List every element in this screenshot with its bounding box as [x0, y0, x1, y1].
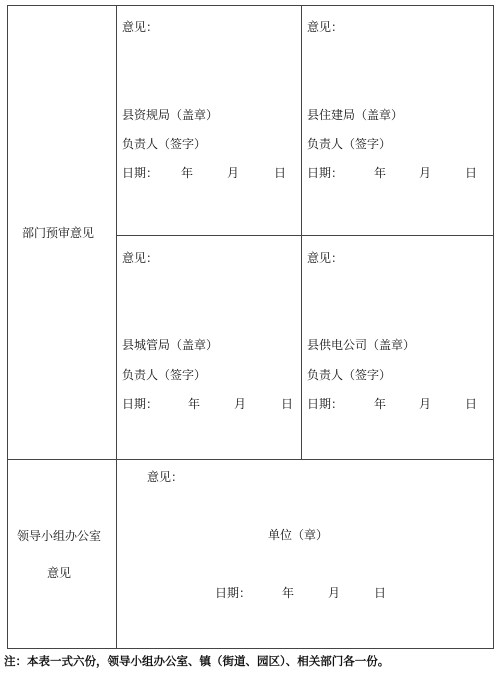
signature-label: 负责人（签字）	[122, 368, 207, 382]
footnote: 注：本表一式六份，领导小组办公室、镇（街道、园区）、相关部门各一份。	[4, 654, 390, 668]
table-label-divider	[116, 5, 117, 649]
opinion-label: 意见：	[307, 251, 344, 265]
table-left-border	[7, 5, 8, 649]
leader-office-label-opinion: 意见	[47, 566, 72, 580]
unit-seal-label: 县供电公司（盖章）	[307, 338, 416, 352]
opinion-label: 意见：	[122, 251, 159, 265]
month-label: 月	[234, 397, 247, 411]
day-label: 日	[465, 166, 478, 180]
date-label: 日期：	[215, 586, 252, 600]
date-label: 日期：	[307, 166, 344, 180]
year-label: 年	[181, 166, 194, 180]
unit-seal-label: 县住建局（盖章）	[307, 108, 404, 122]
year-label: 年	[282, 586, 295, 600]
month-label: 月	[328, 586, 341, 600]
opinion-label: 意见：	[147, 470, 184, 484]
month-label: 月	[227, 166, 240, 180]
year-label: 年	[188, 397, 201, 411]
opinion-label: 意见：	[122, 20, 159, 34]
day-label: 日	[281, 397, 294, 411]
date-label: 日期：	[307, 397, 344, 411]
opinion-label: 意见：	[307, 20, 344, 34]
month-label: 月	[419, 397, 432, 411]
unit-seal-label: 单位（章）	[268, 528, 329, 542]
table-right-border	[493, 5, 494, 649]
table-divider-mid	[116, 235, 494, 236]
date-label: 日期：	[122, 166, 159, 180]
year-label: 年	[374, 397, 387, 411]
unit-seal-label: 县城管局（盖章）	[122, 338, 219, 352]
table-top-border	[7, 5, 494, 6]
year-label: 年	[374, 166, 387, 180]
dept-preview-label: 部门预审意见	[22, 226, 95, 240]
unit-seal-label: 县资规局（盖章）	[122, 108, 219, 122]
signature-label: 负责人（签字）	[307, 368, 392, 382]
month-label: 月	[419, 166, 432, 180]
day-label: 日	[374, 586, 387, 600]
table-bottom-border	[7, 648, 494, 649]
signature-label: 负责人（签字）	[122, 137, 207, 151]
date-label: 日期：	[122, 397, 159, 411]
table-cell-divider	[301, 5, 302, 460]
table-divider-section	[7, 459, 494, 460]
day-label: 日	[465, 397, 478, 411]
leader-office-label: 领导小组办公室	[17, 529, 102, 543]
day-label: 日	[274, 166, 287, 180]
signature-label: 负责人（签字）	[307, 137, 392, 151]
